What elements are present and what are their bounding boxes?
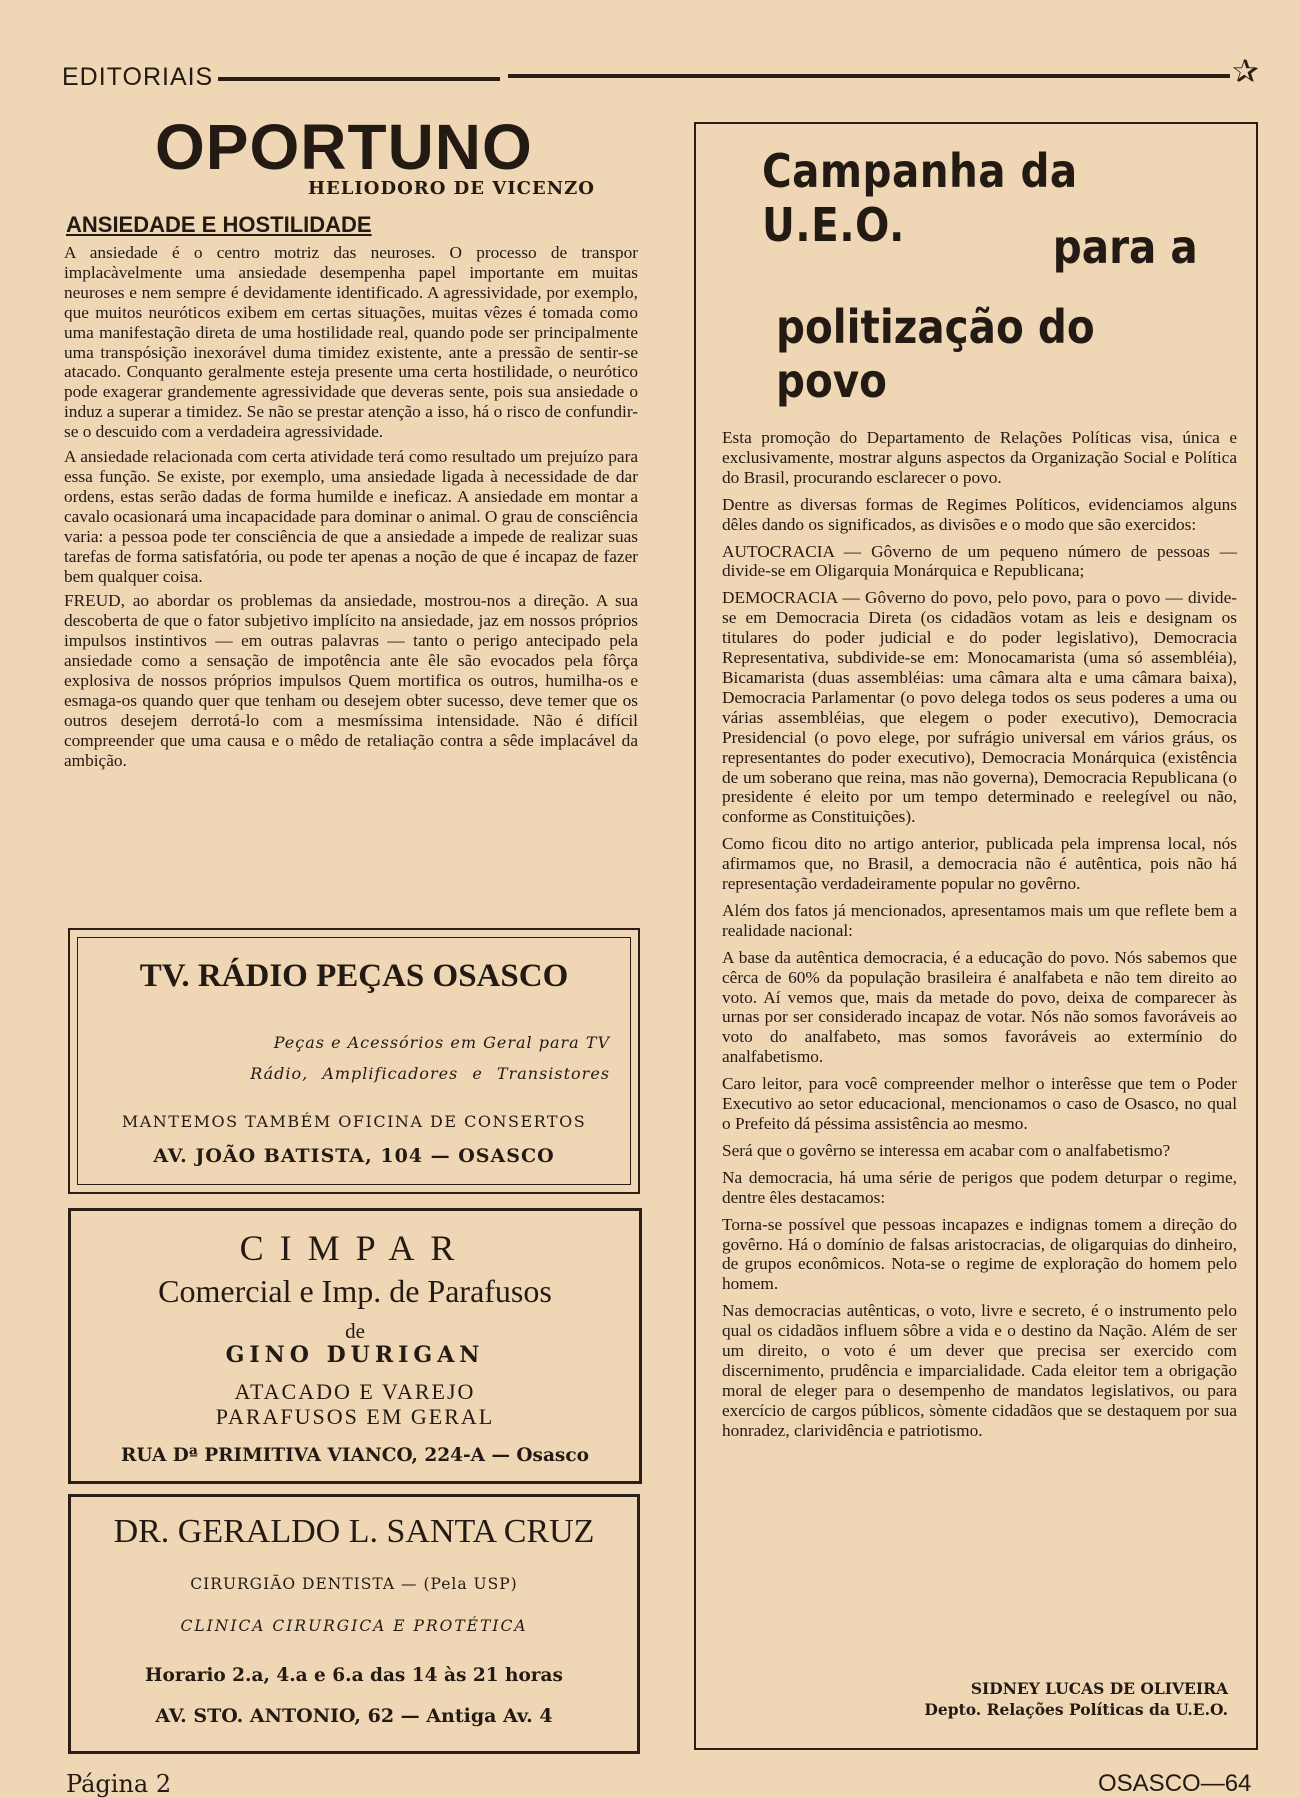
article-paragraph: A ansiedade é o centro motriz das neuroses. O processo de transpor implacàvelmente uma ansiedade desempenha papel importante em muitas neuroses e nem sempre é devidamente identificado. A agressividade, por exemplo, que muitos neuróticos exibem em certas situações, muitas vêzes é tomada como uma manifestação direta de uma hostilidade real, quando pode ser principalmente uma transpósição inexorável duma timidez existente, ante a pressão de sentir-se atacado. Conquanto geralmente esteja presente uma certa hostilidade, o neurótico pode exagerar grandemente agressividade que deveras sente, pois sua ansiedade o induz a superar a timidez. Se não se prestar atenção a isso, há o risco de confundir-se o descuido com a verdadeira agressividade.: [64, 243, 638, 442]
campaign-paragraph: Será que o govêrno se interessa em acabar com o analfabetismo?: [722, 1140, 1171, 1160]
campaign-paragraph: Nas democracias autênticas, o voto, livre e secreto, é o instrumento pelo qual os cidadãos influem sôbre a vida e o destino da Nação. Além de ser um direito, o voto é um dever que precisa ser exercido com discernimento, prudência e imparcialidade. Cada eleitor tem a obrigação moral de eleger para o desempenho de mandatos legislativos, ou para exercício de cargos públicos, sòmente cidadãos que se destaquem por sua honradez, clarividência e patriotismo.: [722, 1301, 1237, 1440]
ad-line: ATACADO E VAREJO: [234, 1379, 476, 1404]
article-title: OPORTUNO: [155, 111, 533, 183]
ad-title: CIRURGIÃO DENTISTA — (Pela USP): [190, 1575, 518, 1593]
article-author: HELIODORO DE VICENZO: [308, 178, 595, 199]
page-number: Página 2: [66, 1770, 172, 1798]
ad-tv-radio-pecas: [68, 928, 640, 1194]
section-header: EDITORIAIS: [62, 63, 214, 91]
campaign-title: para a: [1053, 220, 1198, 274]
ad-address: AV. JOÃO BATISTA, 104 — OSASCO: [153, 1145, 555, 1167]
campaign-paragraph: DEMOCRACIA — Gôverno do povo, pelo povo, para o povo — divide-se em Democracia Direta (os cidadãos votam as leis e designam os titulares do poder judicial e do poder legislativo), Democracia Representativa, subdivide-se em: Monocamarista (uma só assembléia), Bicamarista (duas assembléias: uma câmara alta e uma câmara baixa), Democracia Parlamentar (o povo delega todos os seus poderes a uma ou várias assembléias, que elegem o poder executivo), Democracia Presidencial (o povo elege, por sufrágio universal em vários gráus, os representantes do poder executivo), Democracia Monárquica (existência de um soberano que reina, mas não governa), Democracia Republicana (o presidente é eleito por um tempo determinado e reelegível ou não, conforme as Constituições).: [722, 588, 1237, 827]
campaign-paragraph: Esta promoção do Departamento de Relações Políticas visa, única e exclusivamente, mostrar alguns aspectos da Organização Social e Política do Brasil, procurando esclarecer o povo.: [722, 428, 1237, 487]
article-body: [64, 243, 638, 776]
ad-hours: Horario 2.a, 4.a e 6.a das 14 às 21 horas: [145, 1665, 563, 1686]
header-rule: [218, 77, 500, 81]
campaign-paragraph: AUTOCRACIA — Gôverno de um pequeno número de pessoas — divide-se em Oligarquia Monárquica e Republicana;: [722, 541, 1237, 581]
campaign-title: Campanha da U.E.O.: [762, 144, 1078, 252]
star-icon: ✰: [1232, 52, 1259, 90]
campaign-paragraph: Na democracia, há uma série de perigos que podem deturpar o regime, dentre êles destacamos:: [722, 1167, 1237, 1207]
ad-subtitle: Comercial e Imp. de Parafusos: [158, 1273, 552, 1309]
article-paragraph: A ansiedade relacionada com certa atividade terá como resultado um prejuízo para essa função. Se existe, por exemplo, uma ansiedade ligada à necessidade de dar ordens, estas serão dadas de forma humilde e ineficaz. A ansiedade em montar a cavalo ocasionará uma incapacidade para dominar o animal. O grau de consciência varia: a pessoa pode ter consciência de que a ansiedade a impede de realizar suas tarefas de forma satisfatória, ou pode ter apenas a noção de que é incapaz de fazer bem qualquer coisa.: [64, 447, 638, 586]
footer-issue: OSASCO—64: [1098, 1770, 1252, 1797]
ad-service: MANTEMOS TAMBÉM OFICINA DE CONSERTOS: [121, 1112, 587, 1131]
ad-line: Peças e Acessórios em Geral para TV: [273, 1033, 610, 1052]
signature-dept: Depto. Relações Políticas da U.E.O.: [924, 1700, 1228, 1719]
ad-address: AV. STO. ANTONIO, 62 — Antiga Av. 4: [155, 1705, 553, 1727]
signature-name: SIDNEY LUCAS DE OLIVEIRA: [970, 1679, 1228, 1698]
campaign-paragraph: Como ficou dito no artigo anterior, publicada pela imprensa local, nós afirmamos que, no Brasil, a democracia não é autêntica, pois não há representação verdadeiramente popular no govêrno.: [722, 834, 1237, 894]
ad-owner: GINO DURIGAN: [225, 1342, 485, 1368]
ad-name: DR. GERALDO L. SANTA CRUZ: [113, 1513, 595, 1550]
campaign-paragraph: Torna-se possível que pessoas incapazes e indignas tomem a direção do govêrno. Há o domínio de falsas aristocracias, de oligarquias do dinheiro, de grupos econômicos. Nota-se o regime de exploração do homem pelo homem.: [722, 1214, 1237, 1294]
ad-dentist: [68, 1494, 640, 1754]
ad-name: TV. RÁDIO PEÇAS OSASCO: [139, 958, 569, 994]
ad-clinic: CLINICA CIRURGICA E PROTÉTICA: [180, 1617, 528, 1635]
campaign-signature: [924, 1678, 1228, 1720]
campaign-paragraph: Além dos fatos já mencionados, apresentamos mais um que reflete bem a realidade nacional:: [722, 900, 1237, 940]
ad-name: CIMPAR: [239, 1228, 471, 1268]
campaign-paragraph: Dentre as diversas formas de Regimes Políticos, evidenciamos alguns dêles dando os significados, as divisões e o modo que são exercidos:: [722, 494, 1237, 534]
article-paragraph: FREUD, ao abordar os problemas da ansiedade, mostrou-nos a direção. A sua descoberta de que o fator subjetivo implícito na ansiedade, jaz em nossos próprios impulsos instintivos — em outras palavras — tanto o perigo antecipado pela ansiedade como a sensação de impotência ante êle são evocados pela fôrça explosiva de nossos próprios impulsos Quem mortifica os outros, humilha-os e esmaga-os quando quer que tenham ou desejem obter sucesso, deve temer que os outros desejem derrotá-lo com a mesmíssima intensidade. Não é difícil compreender que uma causa e o mêdo de retaliação contra a sêde implacável da ambição.: [64, 591, 638, 770]
ad-line: PARAFUSOS EM GERAL: [215, 1404, 495, 1429]
header-rule: [508, 74, 1230, 78]
campaign-title: politização do povo: [776, 300, 1095, 408]
article-section-title: ANSIEDADE E HOSTILIDADE: [66, 212, 372, 237]
campaign-body: [722, 428, 1237, 1448]
campaign-paragraph: Caro leitor, para você compreender melhor o interêsse que tem o Poder Executivo ao setor educacional, mencionamos o caso de Osasco, no qual o Prefeito dá péssima assistência ao mesmo.: [722, 1074, 1237, 1133]
ad-line: Rádio, Amplificadores e Transistores: [250, 1064, 610, 1083]
campaign-box: [694, 122, 1258, 1750]
campaign-paragraph: A base da autêntica democracia, é a educação do povo. Nós sabemos que cêrca de 60% da população brasileira é analfabeta e não tem direito ao voto. Aí vemos que, mais da metade do povo, deixa de comparecer às urnas por ser considerado incapaz de votar. Nós não somos favoráveis ao voto do analfabeto, mas somos favoráveis ao extermínio do analfabetismo.: [722, 947, 1237, 1067]
ad-cimpar: [68, 1208, 642, 1484]
ad-address: RUA Dª PRIMITIVA VIANCO, 224-A — Osasco: [121, 1445, 589, 1466]
ad-de: de: [345, 1319, 365, 1343]
